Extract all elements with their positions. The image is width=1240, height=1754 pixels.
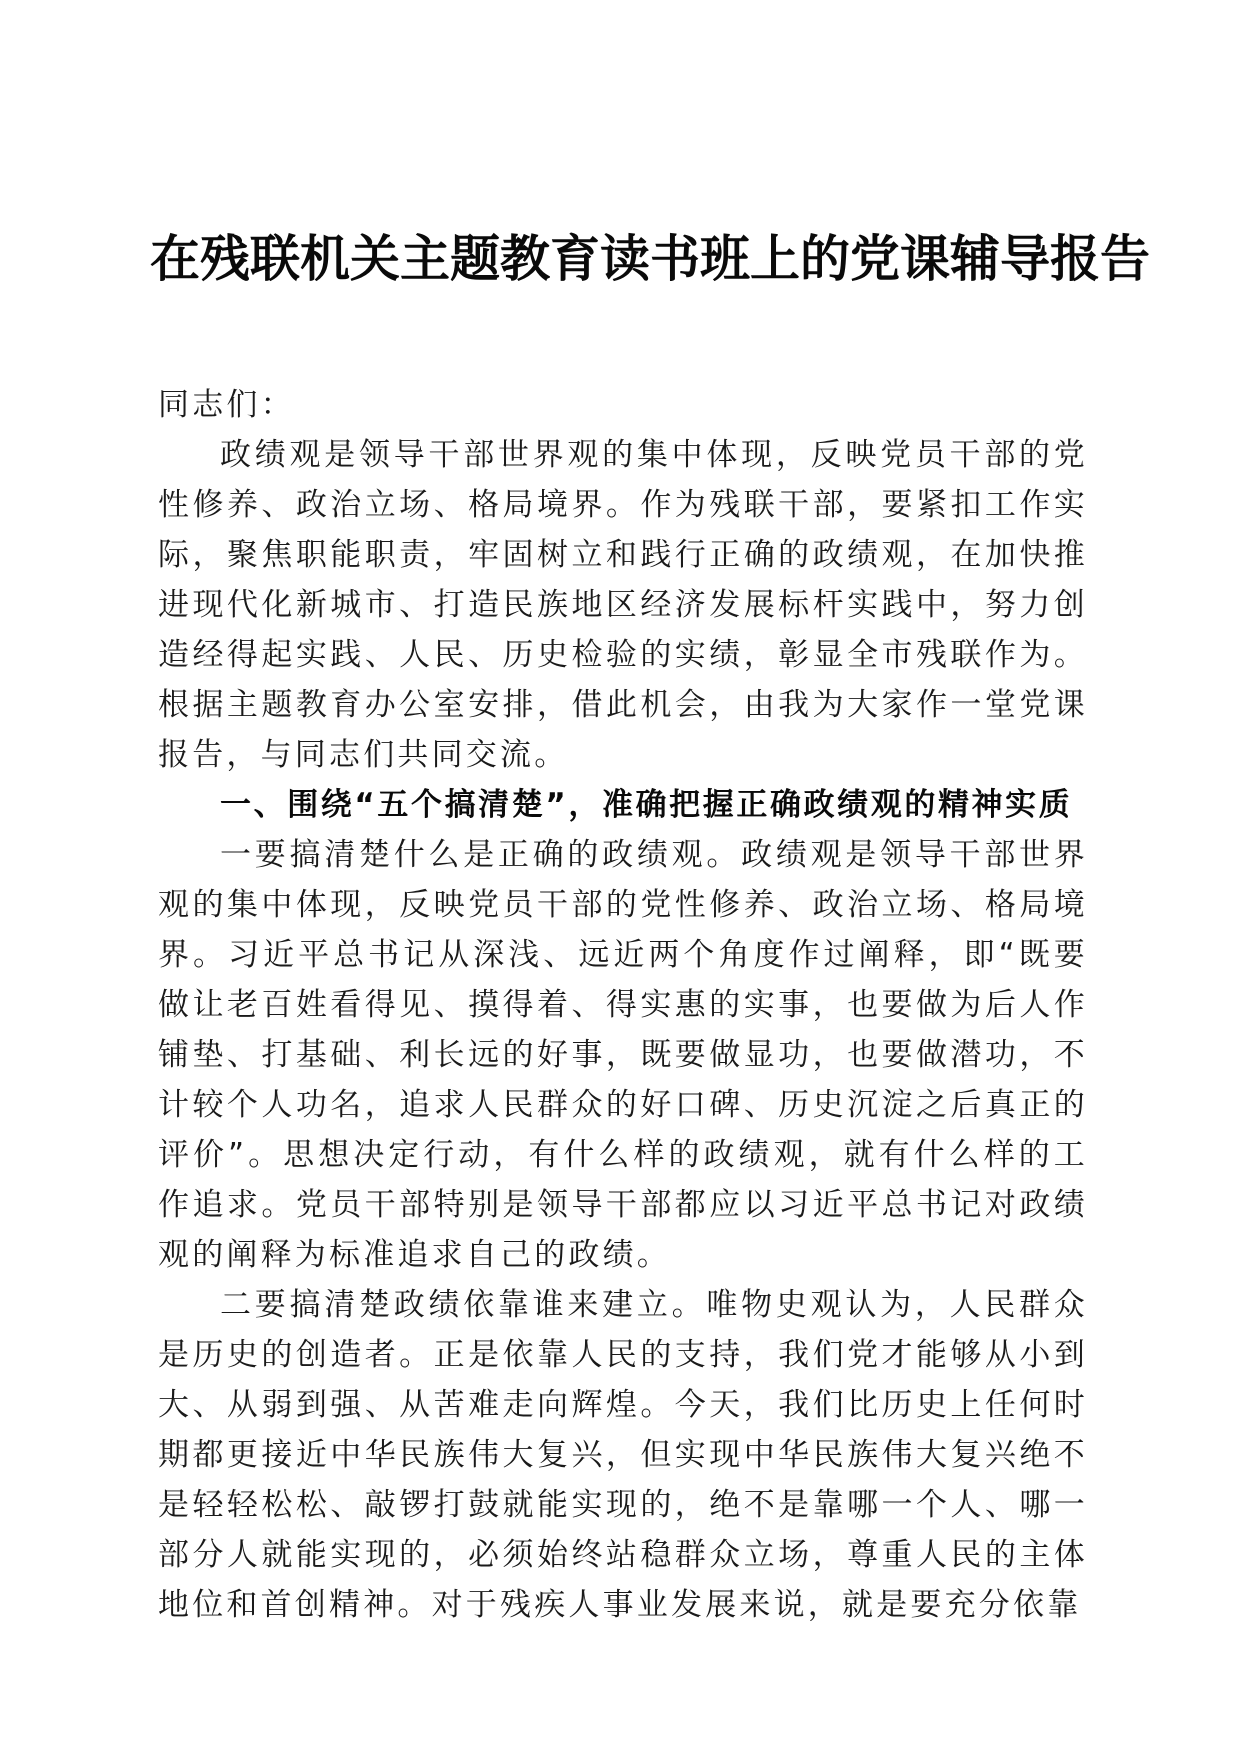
section-heading-1: 一、围绕“五个搞清楚”，准确把握正确政绩观的精神实质: [220, 787, 1073, 823]
salutation: 同志们：: [158, 387, 295, 423]
section1-paragraph-1: 一要搞清楚什么是正确的政绩观。政绩观是领导干部世界观的集中体现，反映党员干部的党性修养、政治立场、格局境界。习近平总书记从深浅、远近两个角度作过阐释，即“既要做让老百姓看得见、摸得着、得实惠的实事，也要做为后人作铺垫、打基础、利长远的好事，既要做显功，也要做潜功，不计较个人功名，追求人民群众的好口碑、历史沉淀之后真正的评价”。思想决定行动，有什么样的政绩观，就有什么样的工作追求。党员干部特别是领导干部都应以习近平总书记对政绩观的阐释为标准追求自己的政绩。: [158, 837, 1088, 1273]
document-title: 在残联机关主题教育读书班上的党课辅导报告: [150, 229, 1150, 288]
section1-paragraph-2: 二要搞清楚政绩依靠谁来建立。唯物史观认为，人民群众是历史的创造者。正是依靠人民的支持，我们党才能够从小到大、从弱到强、从苦难走向辉煌。今天，我们比历史上任何时期都更接近中华民族伟大复兴，但实现中华民族伟大复兴绝不是轻轻松松、敲锣打鼓就能实现的，绝不是靠哪一个人、哪一部分人就能实现的，必须始终站稳群众立场，尊重人民的主体地位和首创精神。对于残疾人事业发展来说，就是要充分依靠: [158, 1287, 1088, 1623]
document-body: [158, 380, 1088, 1630]
intro-paragraph: 政绩观是领导干部世界观的集中体现，反映党员干部的党性修养、政治立场、格局境界。作为残联干部，要紧扣工作实际，聚焦职能职责，牢固树立和践行正确的政绩观，在加快推进现代化新城市、打造民族地区经济发展标杆实践中，努力创造经得起实践、人民、历史检验的实绩，彰显全市残联作为。根据主题教育办公室安排，借此机会，由我为大家作一堂党课报告，与同志们共同交流。: [158, 437, 1088, 773]
